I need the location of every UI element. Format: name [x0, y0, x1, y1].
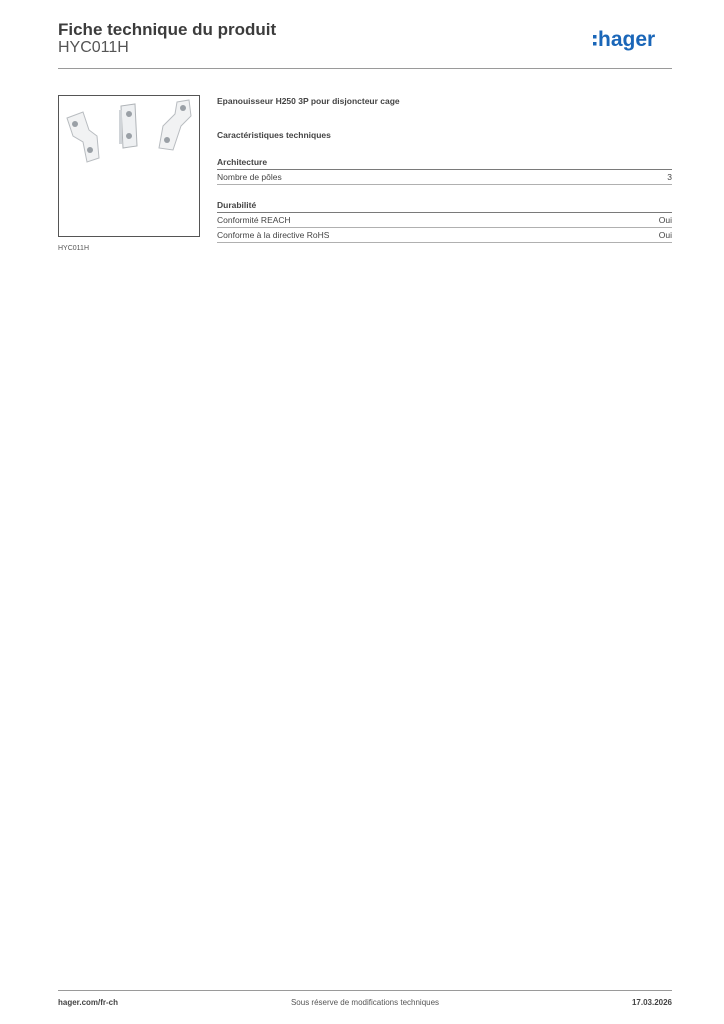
spec-row [217, 213, 672, 228]
spec-label: Conforme à la directive RoHS [217, 230, 330, 240]
spec-value: Oui [658, 215, 672, 225]
product-reference: HYC011H [58, 39, 129, 56]
footer-date: 17.03.2026 [631, 998, 672, 1007]
spec-label: Nombre de pôles [217, 172, 282, 182]
footer-website: hager.com/fr-ch [58, 998, 119, 1007]
spec-value: 3 [667, 172, 672, 182]
page-header [58, 20, 672, 68]
spec-label: Conformité REACH [217, 215, 291, 225]
specifications [217, 95, 672, 243]
technical-characteristics-heading: Caractéristiques techniques [217, 130, 331, 140]
spec-value: Oui [658, 230, 672, 240]
image-caption: HYC011H [58, 245, 89, 252]
footer-notice: Sous réserve de modifications techniques [290, 998, 440, 1007]
product-image [58, 95, 200, 237]
header-divider [58, 68, 672, 69]
logo-wordmark: hager [598, 28, 656, 51]
page-footer [58, 998, 672, 1010]
spec-row [217, 228, 672, 243]
group-heading-architecture: Architecture [217, 156, 672, 170]
group-heading-durability: Durabilité [217, 199, 672, 213]
document-title: Fiche technique du produit [58, 20, 277, 39]
busbar-extensions-illustration [59, 96, 199, 236]
product-name: Epanouisseur H250 3P pour disjoncteur cage [217, 96, 400, 106]
footer-divider [58, 990, 672, 991]
hager-logo [592, 26, 672, 54]
spec-row [217, 170, 672, 185]
